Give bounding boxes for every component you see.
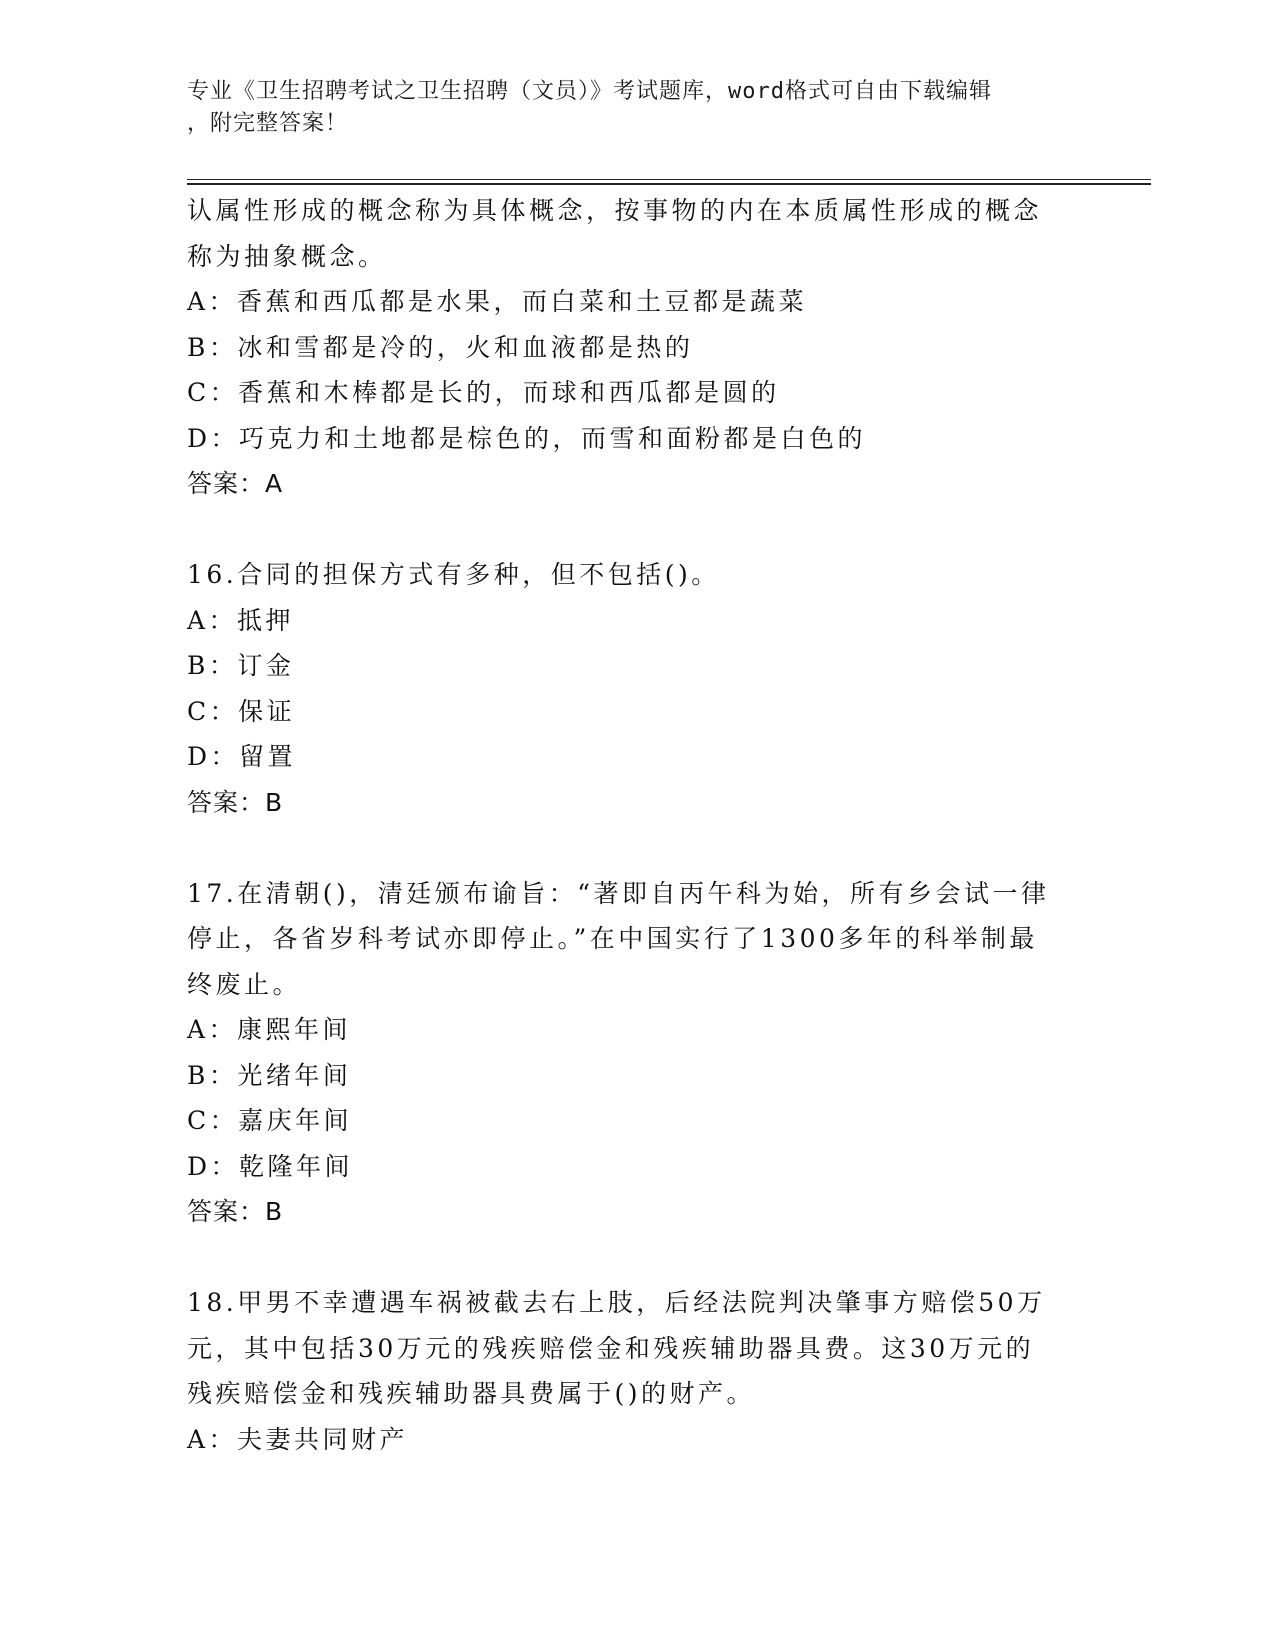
- answer-line: 答案：B: [187, 1197, 284, 1226]
- spacer: [187, 507, 1087, 553]
- question-17: [187, 871, 1087, 1235]
- header-divider-thick: [187, 183, 1151, 185]
- spacer: [187, 825, 1087, 871]
- question-text-line: 残疾赔偿金和残疾辅助器具费属于()的财产。: [187, 1379, 756, 1408]
- option-d: D：巧克力和土地都是棕色的，而雪和面粉都是白色的: [187, 423, 867, 453]
- option-b: B：光绪年间: [187, 1060, 352, 1090]
- option-c: C：香蕉和木棒都是长的，而球和西瓜都是圆的: [187, 378, 780, 407]
- question-list: [187, 188, 1087, 1462]
- question-text-line: 终废止。: [187, 969, 302, 999]
- header-divider-thin: [187, 179, 1151, 180]
- question-text-line: 认属性形成的概念称为具体概念，按事物的内在本质属性形成的概念: [187, 196, 1043, 225]
- question-text-line: 元，其中包括30万元的残疾赔偿金和残疾辅助器具费。这30万元的: [187, 1333, 1035, 1363]
- document-header: [187, 76, 1077, 140]
- option-a: A：香蕉和西瓜都是水果，而白菜和土豆都是蔬菜: [187, 287, 808, 316]
- question-text-line: 停止，各省岁科考试亦即停止。”在中国实行了1300多年的科举制最: [187, 924, 1038, 953]
- option-c: C：嘉庆年间: [187, 1106, 353, 1135]
- question-15: [187, 188, 1087, 507]
- answer-line: 答案：A: [187, 469, 284, 498]
- question-text-line: 18.甲男不幸遭遇车祸被截去右上肢，后经法院判决肇事方赔偿50万: [187, 1288, 1046, 1317]
- header-line-2: ，附完整答案！: [187, 111, 349, 136]
- question-text-line: 16.合同的担保方式有多种，但不包括()。: [187, 560, 720, 589]
- option-c: C：保证: [187, 696, 296, 726]
- question-18: [187, 1280, 1087, 1462]
- answer-line: 答案：B: [187, 787, 284, 817]
- question-16: [187, 552, 1087, 825]
- option-a: A：康熙年间: [187, 1015, 352, 1044]
- option-a: A：抵押: [187, 605, 295, 635]
- option-a: A：夫妻共同财产: [187, 1424, 409, 1454]
- option-d: D：乾隆年间: [187, 1151, 354, 1181]
- question-text-line: 称为抽象概念。: [187, 241, 387, 271]
- option-d: D：留置: [187, 742, 297, 771]
- header-line-1: 专业《卫生招聘考试之卫生招聘（文员）》考试题库，word格式可自由下载编辑: [187, 79, 992, 104]
- question-text-line: 17.在清朝()，清廷颁布谕旨：“著即自丙午科为始，所有乡会试一律: [187, 878, 1050, 908]
- option-b: B：冰和雪都是冷的，火和血液都是热的: [187, 332, 694, 362]
- option-b: B：订金: [187, 651, 295, 680]
- spacer: [187, 1235, 1087, 1281]
